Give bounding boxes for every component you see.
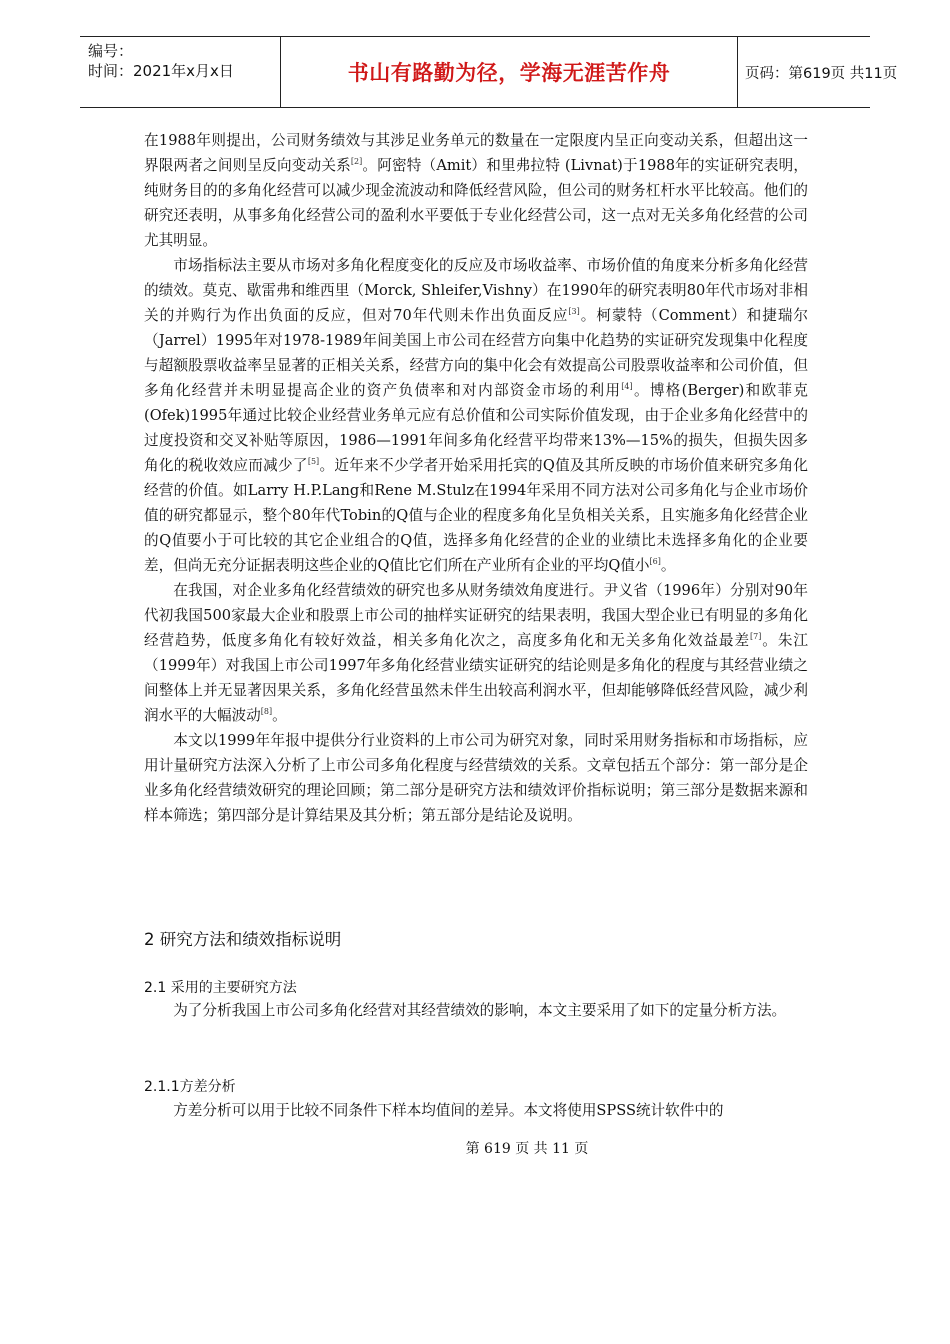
paragraph-text: 。阿密特（Amit）和里弗拉特 (Livnat)于1988年的实证研究表明，纯财务目的的多角化经营可以减少现金流波动和降低经营风险，但公司的财务杠杆水平比较高。他们的研究还表明，从事多角化经营公司的盈利水平要低于专业化经营公司，这一点对无关多角化经营的公司尤其明显。 <box>144 157 808 249</box>
paragraph-text: 。朱江（1999年）对我国上市公司1997年多角化经营业绩实证研究的结论则是多角化的程度与其经营业绩之间整体上并无显著因果关系，多角化经营虽然未伴生出较高利润水平，但却能够降低经营风险，减少利润水平的大幅波动 <box>144 632 808 724</box>
subsection-2-1-text: 为了分析我国上市公司多角化经营对其经营绩效的影响，本文主要采用了如下的定量分析方法。 <box>173 1002 787 1019</box>
paragraph-text: 。近年来不少学者开始采用托宾的Q值及其所反映的市场价值来研究多角化经营的价值。如Larry H.P.Lang和Rene M.Stulz在1994年采用不同方法对公司多角化与企业市场价值的研究都显示，整个80年代Tobin的Q值与企业的程度多角化呈负相关关系，且实施多角化经营企业的Q值要小于可比较的其它企业组合的Q值，选择多角化经营的企业的业绩比未选择多角化的企业要差，但尚无充分证据表明这些企业的Q值比它们所在产业所有企业的平均Q值小 <box>144 457 808 574</box>
citation-ref: [6] <box>649 557 661 566</box>
citation-ref: [4] <box>621 382 633 391</box>
subsection-heading-2-1-1: 2.1.1方差分析 <box>144 1079 236 1095</box>
header-meta <box>80 37 280 107</box>
citation-ref: [8] <box>260 707 273 716</box>
section-heading-2: 2 研究方法和绩效指标说明 <box>144 930 342 949</box>
header-page-info: 页码：第619页 共11页 <box>745 65 898 82</box>
body-text <box>144 128 808 828</box>
body-paragraph <box>144 728 808 828</box>
body-paragraph <box>144 253 808 578</box>
citation-ref: [2] <box>350 157 363 166</box>
page-footer <box>0 1138 950 1158</box>
citation-ref: [5] <box>307 457 320 466</box>
paragraph-text: 。博格(Berger)和欧菲克(Ofek)1995年通过比较企业经营业务单元应有总价值和公司实际价值发现，由于企业多角化经营中的过度投资和交叉补贴等原因，1986—1991年间多角化经营平均带来13%—15%的损失，但损失因多角化的税收效应而减少了 <box>144 382 808 474</box>
page-header <box>80 36 898 108</box>
citation-ref: [3] <box>568 307 580 316</box>
paragraph-text: 。柯蒙特（Comment）和捷瑞尔（Jarrel）1995年对1978-1989年间美国上市公司在经营方向集中化趋势的实证研究发现集中化程度与超额股票收益率呈显著的正相关关系，经营方向的集中化会有效提高公司股票收益率和公司价值，但多角化经营并未明显提高企业的资产负债率和对内部资金市场的利用 <box>144 307 808 399</box>
paragraph-text: 。 <box>272 707 287 724</box>
paragraph-text: 在1988年则提出，公司财务绩效与其涉足业务单元的数量在一定限度内呈正向变动关系，但超出这一界限两者之间则呈反向变动关系 <box>144 132 808 174</box>
subsection-heading-2-1: 2.1 采用的主要研究方法 <box>144 980 297 996</box>
document-number-label: 编号： <box>88 42 134 60</box>
paragraph-text: 市场指标法主要从市场对多角化程度变化的反应及市场收益率、市场价值的角度来分析多角化经营的绩效。莫克、歇雷弗和维西里（Morck, Shleifer,Vishny）在1990年的研究表明80年代市场对非相关的并购行为作出负面的反应，但对70年代则未作出负面反应 <box>144 257 808 324</box>
header-motto: 书山有路勤为径，学海无涯苦作舟 <box>347 61 671 85</box>
paragraph-text: 本文以1999年年报中提供分行业资料的上市公司为研究对象，同时采用财务指标和市场指标，应用计量研究方法深入分析了上市公司多角化程度与经营绩效的关系。文章包括五个部分：第一部分是企业多角化经营绩效研究的理论回顾；第二部分是研究方法和绩效评价指标说明；第三部分是数据来源和样本筛选；第四部分是计算结果及其分析；第五部分是结论及说明。 <box>144 732 808 824</box>
paragraph-text: 。 <box>660 557 676 574</box>
body-paragraph <box>144 128 808 253</box>
paragraph-text: 在我国，对企业多角化经营绩效的研究也多从财务绩效角度进行。尹义省（1996年）分别对90年代初我国500家最大企业和股票上市公司的抽样实证研究的结果表明，我国大型企业已有明显的多角化经营趋势，低度多角化有较好效益，相关多角化次之，高度多角化和无关多角化效益最差 <box>144 582 808 649</box>
header-motto-cell <box>280 37 738 107</box>
footer-page-number: 第 619 页 共 11 页 <box>465 1141 589 1157</box>
citation-ref: [7] <box>750 632 762 641</box>
body-paragraph <box>144 578 808 728</box>
document-date: 时间：2021年x月x日 <box>88 62 234 80</box>
subsection-2-1-1-text: 方差分析可以用于比较不同条件下样本均值间的差异。本文将使用SPSS统计软件中的 <box>173 1102 724 1119</box>
